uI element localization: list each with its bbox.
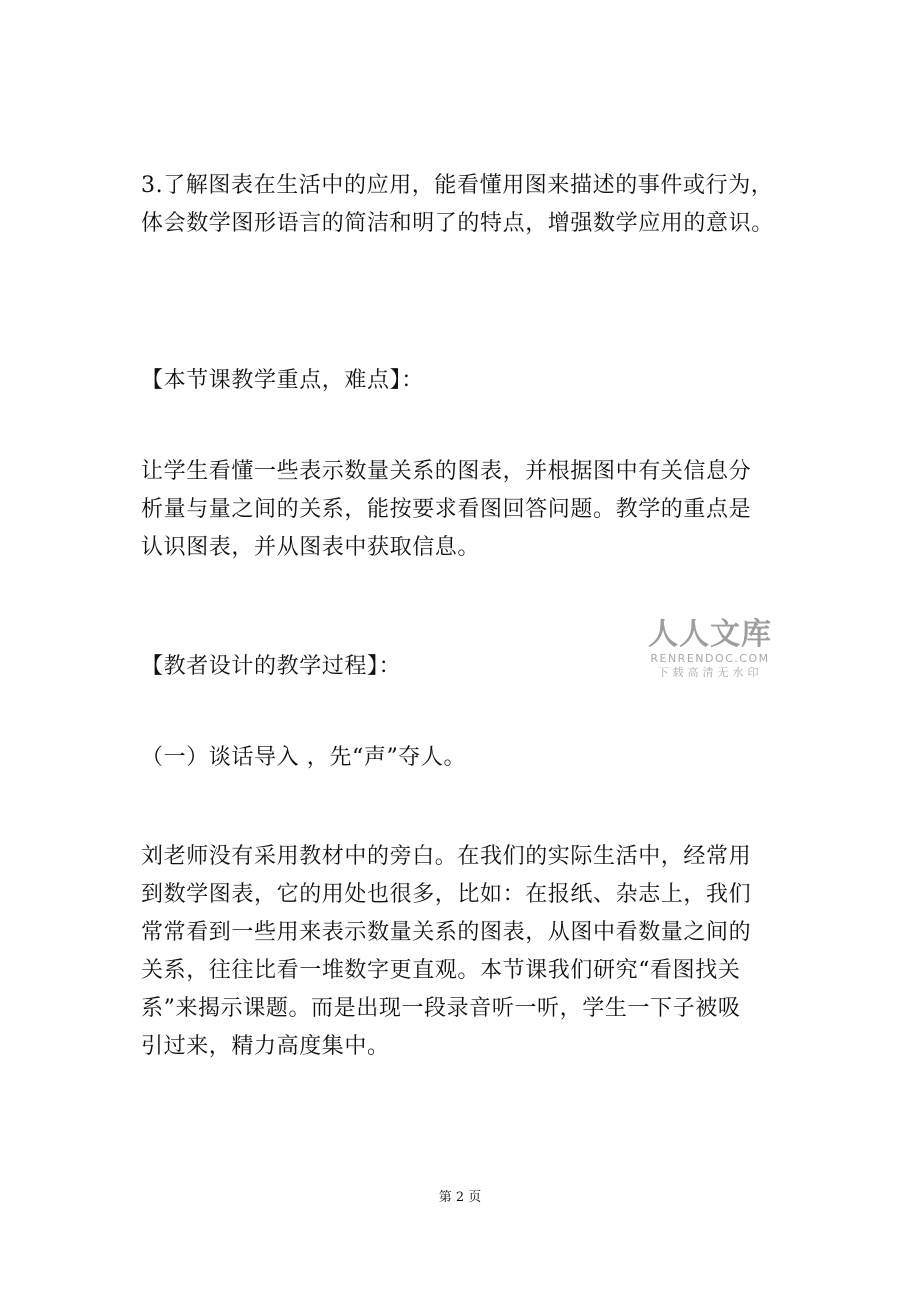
heading-key-points [141, 362, 801, 400]
text-line: 析量与量之间的关系，能按要求看图回答问题。教学的重点是 [141, 497, 752, 522]
text-line: 让学生看懂一些表示数量关系的图表，并根据图中有关信息分 [141, 459, 752, 484]
text-line: 常常看到一些用来表示数量关系的图表，从图中看数量之间的 [141, 920, 752, 945]
text-line: 刘老师没有采用教材中的旁白。在我们的实际生活中，经常用 [141, 844, 752, 869]
text-line: 认识图表，并从图表中获取信息。 [141, 535, 481, 560]
text-line: 系”来揭示课题。而是出现一段录音听一听，学生一下子被吸 [141, 996, 741, 1021]
text-line: 引过来，精力高度集中。 [141, 1034, 390, 1059]
watermark-site: RENRENDOC.COM [650, 652, 770, 665]
heading-text: 【本节课教学重点，难点】： [141, 368, 424, 393]
heading-step-1 [141, 739, 801, 777]
watermark-tagline: 下载高清无水印 [657, 666, 763, 679]
paragraph-goal-3 [141, 167, 801, 243]
text-line: 体会数学图形语言的简洁和明了的特点，增强数学应用的意识。 [141, 211, 774, 236]
paragraph-step-1 [141, 838, 801, 1066]
page-number: 第 2 页 [438, 1190, 482, 1205]
watermark-title: 人人文库 [648, 617, 772, 652]
paragraph-key-points [141, 453, 801, 567]
heading-text: 【教者设计的教学过程】： [141, 654, 402, 679]
text-line: 到数学图表，它的用处也很多，比如：在报纸、杂志上，我们 [141, 882, 752, 907]
text-line: 3.了解图表在生活中的应用，能看懂用图来描述的事件或行为， [141, 173, 774, 198]
heading-text: （一）谈话导入 ，先“声”夺人。 [141, 745, 467, 770]
text-line: 关系，往往比看一堆数字更直观。本节课我们研究“看图找关 [141, 958, 741, 983]
watermark-logo [645, 618, 775, 680]
